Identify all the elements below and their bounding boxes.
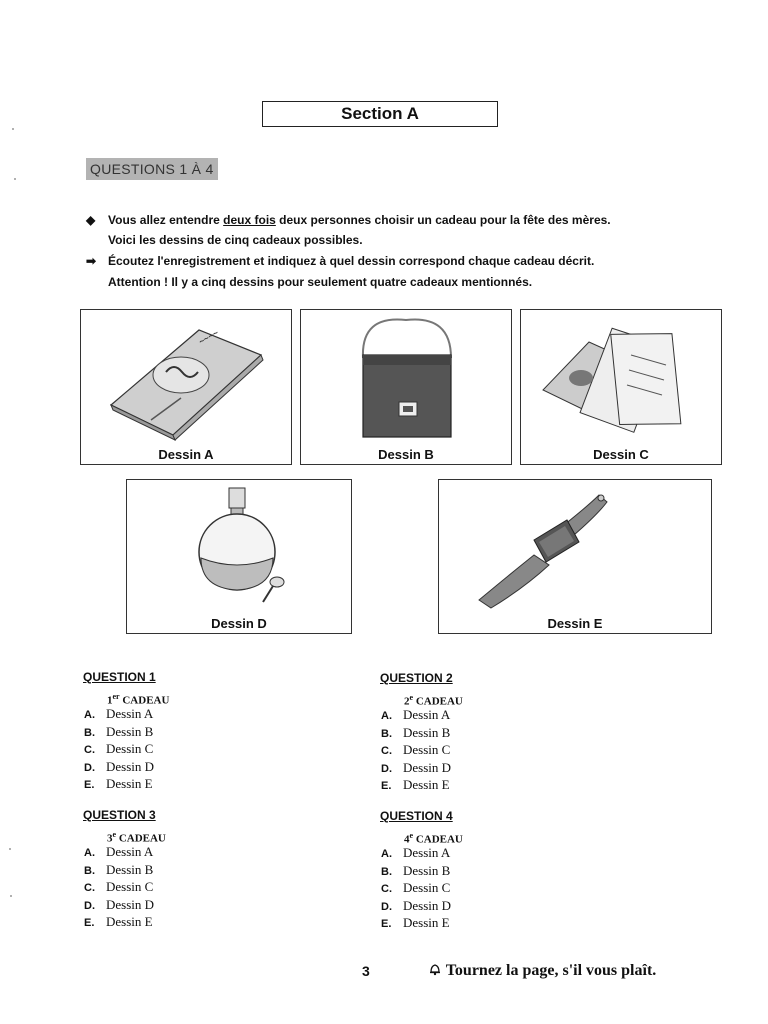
drawing-e <box>438 479 712 634</box>
bell-icon <box>428 962 442 976</box>
perfume-bottle-icon <box>127 480 351 618</box>
drawing-a <box>80 309 292 465</box>
question-3-title: QUESTION 3 <box>83 808 156 822</box>
option-a[interactable]: A. Dessin A <box>84 706 154 721</box>
instruction-line-3: ➡ Écoutez l'enregistrement et indiquez à quel dessin correspond chaque cadeau décrit. <box>86 251 594 271</box>
option-c[interactable]: C. Dessin C <box>381 742 451 757</box>
drawing-b <box>300 309 512 465</box>
option-a[interactable]: A. Dessin A <box>84 844 154 859</box>
tickets-icon <box>521 310 721 448</box>
instruction-line-4: Attention ! Il y a cinq dessins pour seulement quatre cadeaux mentionnés. <box>108 275 533 289</box>
option-b[interactable]: B. Dessin B <box>84 861 154 877</box>
question-1-title: QUESTION 1 <box>83 670 156 684</box>
option-d[interactable]: D. Dessin D <box>84 758 155 774</box>
svg-text:~~~~: ~~~~ <box>197 327 221 347</box>
option-d[interactable]: D. Dessin D <box>381 759 452 775</box>
option-c[interactable]: C. Dessin C <box>84 879 154 894</box>
section-title: Section A <box>262 101 498 127</box>
book-icon <box>81 310 291 448</box>
page-number: 3 <box>362 963 370 979</box>
handbag-icon <box>301 310 511 448</box>
option-a[interactable]: A. Dessin A <box>381 707 451 722</box>
option-d[interactable]: D. Dessin D <box>381 897 452 913</box>
question-1-cadeau: 1er CADEAU <box>107 692 170 707</box>
question-3-cadeau: 3e CADEAU <box>107 830 166 845</box>
question-4-cadeau: 4e CADEAU <box>404 831 463 846</box>
questions-banner: QUESTIONS 1 À 4 <box>86 158 218 180</box>
question-2-title: QUESTION 2 <box>380 671 453 685</box>
question-4-options <box>381 845 451 933</box>
question-3-options <box>84 844 154 932</box>
option-c[interactable]: C. Dessin C <box>381 880 451 895</box>
turn-page-note: Tournez la page, s'il vous plaît. <box>428 962 656 980</box>
option-a[interactable]: A. Dessin A <box>381 845 451 860</box>
option-c[interactable]: C. Dessin C <box>84 741 154 756</box>
drawing-a-label: Dessin A <box>158 447 214 462</box>
drawing-c <box>520 309 722 465</box>
drawing-d <box>126 479 352 634</box>
drawing-e-label: Dessin E <box>547 616 603 631</box>
option-e[interactable]: E. Dessin E <box>84 776 153 791</box>
question-2-options <box>381 707 451 795</box>
emphasis-underlined: deux fois <box>223 213 276 227</box>
option-b[interactable]: B. Dessin B <box>84 723 154 739</box>
wristwatch-icon <box>439 480 711 618</box>
scan-speck <box>12 128 14 130</box>
scan-speck <box>14 178 16 180</box>
option-b[interactable]: B. Dessin B <box>381 724 451 740</box>
option-e[interactable]: E. Dessin E <box>381 777 450 792</box>
option-e[interactable]: E. Dessin E <box>381 915 450 930</box>
instruction-line-2: Voici les dessins de cinq cadeaux possibles. <box>108 233 363 247</box>
instruction-line-1: ◆ Vous allez entendre deux fois deux personnes choisir un cadeau pour la fête des mères. <box>86 210 611 230</box>
arrow-bullet-icon: ➡ <box>86 254 97 268</box>
option-b[interactable]: B. Dessin B <box>381 862 451 878</box>
drawing-b-label: Dessin B <box>378 447 434 462</box>
drawing-d-label: Dessin D <box>211 616 267 631</box>
drawing-c-label: Dessin C <box>593 447 649 462</box>
question-4-title: QUESTION 4 <box>380 809 453 823</box>
question-2-cadeau: 2e CADEAU <box>404 693 463 708</box>
scan-speck <box>9 848 11 850</box>
diamond-bullet-icon: ◆ <box>86 213 96 227</box>
option-d[interactable]: D. Dessin D <box>84 896 155 912</box>
question-1-options <box>84 706 154 794</box>
scan-speck <box>10 895 12 897</box>
option-e[interactable]: E. Dessin E <box>84 914 153 929</box>
